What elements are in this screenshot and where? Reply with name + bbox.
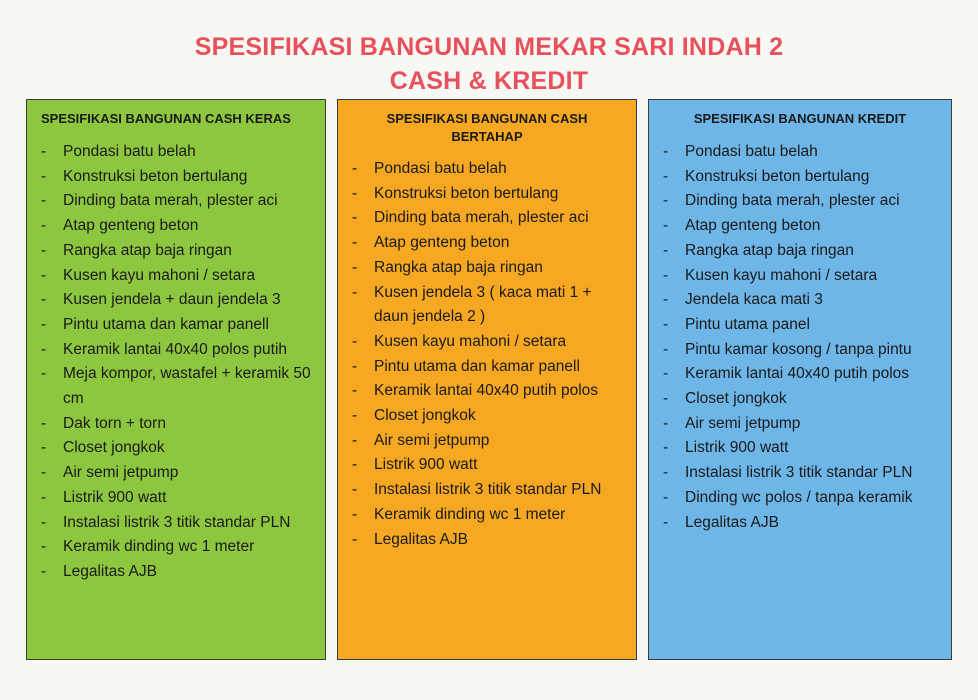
spec-item: - Meja kompor, wastafel + keramik 50 cm	[41, 362, 317, 411]
spec-list-kredit	[663, 140, 943, 535]
panel-title-cash-bertahap: SPESIFIKASI BANGUNAN CASH BERTAHAP	[386, 111, 588, 144]
spec-item: - Pondasi batu belah	[352, 157, 628, 182]
spec-item: - Kusen kayu mahoni / setara	[352, 330, 628, 355]
title-line-1: SPESIFIKASI BANGUNAN MEKAR SARI INDAH 2	[194, 33, 784, 61]
spec-item: - Listrik 900 watt	[352, 453, 628, 478]
spec-item: - Closet jongkok	[352, 404, 628, 429]
spec-item: - Atap genteng beton	[352, 231, 628, 256]
spec-item: - Keramik dinding wc 1 meter	[352, 503, 628, 528]
spec-item: - Konstruksi beton bertulang	[663, 165, 943, 190]
spec-item: - Legalitas AJB	[663, 511, 943, 536]
spec-item: - Kusen kayu mahoni / setara	[41, 264, 317, 289]
spec-item: - Listrik 900 watt	[663, 436, 943, 461]
spec-item: - Kusen jendela 3 ( kaca mati 1 + daun jendela 2 )	[352, 281, 628, 330]
spec-list-cash-keras	[41, 140, 317, 585]
spec-item: - Instalasi listrik 3 titik standar PLN	[352, 478, 628, 503]
spec-item: - Atap genteng beton	[663, 214, 943, 239]
panel-kredit	[648, 99, 952, 660]
spec-item: - Atap genteng beton	[41, 214, 317, 239]
spec-item: - Kusen jendela + daun jendela 3	[41, 288, 317, 313]
spec-item: - Rangka atap baja ringan	[352, 256, 628, 281]
spec-list-cash-bertahap	[352, 157, 628, 552]
spec-item: - Dinding bata merah, plester aci	[41, 189, 317, 214]
spec-item: - Keramik dinding wc 1 meter	[41, 535, 317, 560]
panel-cash-bertahap	[337, 99, 637, 660]
spec-item: - Air semi jetpump	[41, 461, 317, 486]
panel-title-kredit: SPESIFIKASI BANGUNAN KREDIT	[693, 111, 907, 126]
spec-item: - Instalasi listrik 3 titik standar PLN	[41, 511, 317, 536]
spec-item: - Legalitas AJB	[41, 560, 317, 585]
spec-item: - Keramik lantai 40x40 putih polos	[663, 362, 943, 387]
spec-item: - Keramik lantai 40x40 putih polos	[352, 379, 628, 404]
spec-item: - Keramik lantai 40x40 polos putih	[41, 338, 317, 363]
spec-item: - Konstruksi beton bertulang	[352, 182, 628, 207]
spec-item: - Dinding bata merah, plester aci	[663, 189, 943, 214]
spec-item: - Listrik 900 watt	[41, 486, 317, 511]
spec-item: - Rangka atap baja ringan	[663, 239, 943, 264]
spec-item: - Air semi jetpump	[663, 412, 943, 437]
spec-item: - Pintu utama dan kamar panell	[352, 355, 628, 380]
panel-cash-keras	[26, 99, 326, 660]
spec-item: - Pondasi batu belah	[663, 140, 943, 165]
spec-item: - Jendela kaca mati 3	[663, 288, 943, 313]
title-line-2: CASH & KREDIT	[389, 67, 589, 95]
spec-item: - Pintu utama panel	[663, 313, 943, 338]
document-title	[0, 30, 978, 98]
panel-title-cash-keras: SPESIFIKASI BANGUNAN CASH KERAS	[41, 111, 291, 126]
spec-item: - Closet jongkok	[41, 436, 317, 461]
spec-item: - Instalasi listrik 3 titik standar PLN	[663, 461, 943, 486]
spec-item: - Rangka atap baja ringan	[41, 239, 317, 264]
spec-item: - Air semi jetpump	[352, 429, 628, 454]
spec-item: - Kusen kayu mahoni / setara	[663, 264, 943, 289]
spec-item: - Dak torn + torn	[41, 412, 317, 437]
spec-item: - Dinding wc polos / tanpa keramik	[663, 486, 943, 511]
spec-item: - Konstruksi beton bertulang	[41, 165, 317, 190]
spec-item: - Dinding bata merah, plester aci	[352, 206, 628, 231]
spec-item: - Pintu kamar kosong / tanpa pintu	[663, 338, 943, 363]
spec-item: - Legalitas AJB	[352, 528, 628, 553]
spec-item: - Pondasi batu belah	[41, 140, 317, 165]
spec-item: - Pintu utama dan kamar panell	[41, 313, 317, 338]
spec-item: - Closet jongkok	[663, 387, 943, 412]
